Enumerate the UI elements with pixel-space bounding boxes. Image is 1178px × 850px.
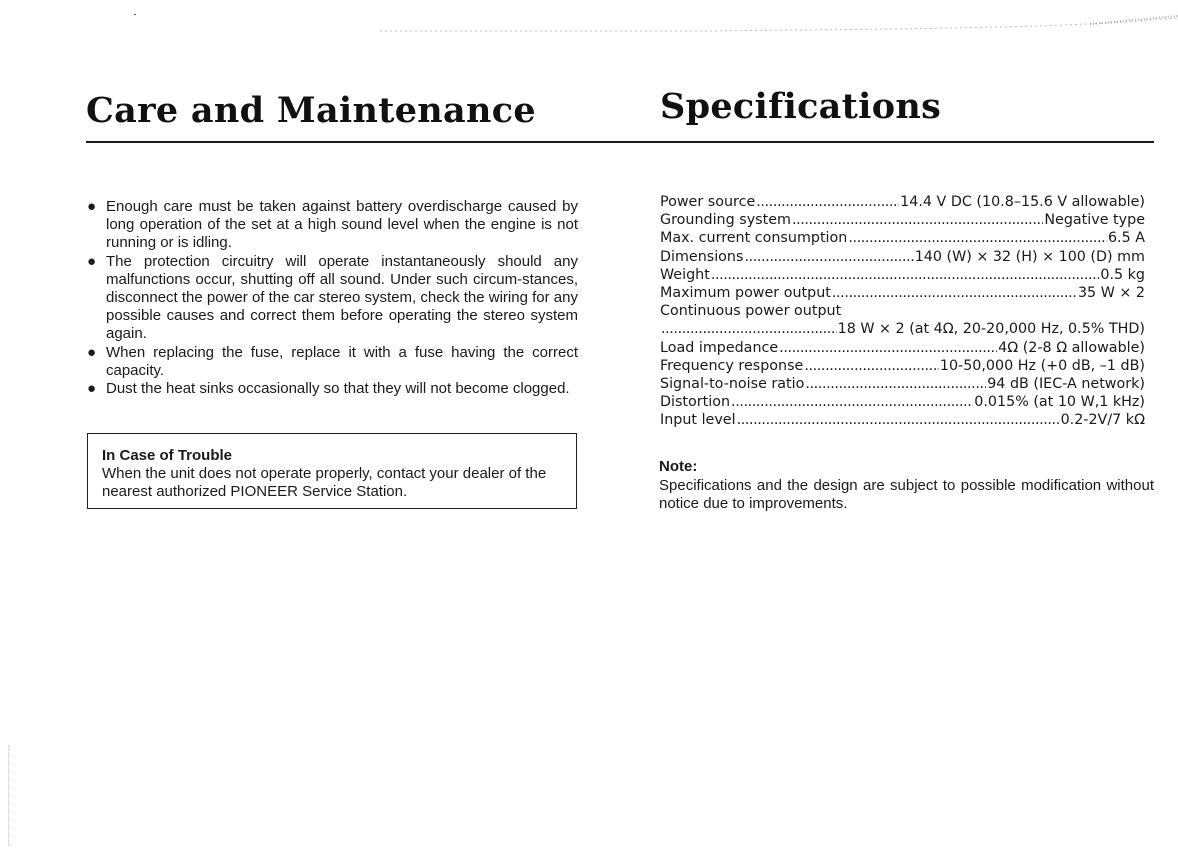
care-item-text: When replacing the fuse, replace it with a fuse having the correct capacity.	[106, 343, 578, 379]
leader-dots	[731, 393, 973, 411]
bullet-icon: ●	[87, 198, 97, 215]
spec-value: 0.015% (at 10 W,1 kHz)	[974, 394, 1145, 411]
trouble-box	[87, 433, 577, 509]
leader-dots	[805, 375, 986, 393]
note-title: Note:	[659, 458, 698, 475]
bullet-icon: ●	[87, 343, 97, 361]
leader-dots	[779, 339, 997, 357]
spec-value: 14.4 V DC (10.8–15.6 V allowable)	[900, 194, 1145, 210]
spec-label: Signal-to-noise ratio	[660, 376, 805, 393]
spec-label: Load impedance	[660, 339, 779, 356]
spec-value: 0.5 kg	[1100, 266, 1145, 283]
care-item-fuse	[86, 344, 578, 380]
header-rule	[86, 141, 1154, 143]
spec-value: 35 W × 2	[1077, 285, 1145, 302]
spec-row-max-power	[660, 284, 1145, 302]
spec-label: Frequency response	[660, 357, 804, 374]
trouble-title: In Case of Trouble	[102, 447, 233, 464]
leader-dots	[848, 229, 1107, 247]
bullet-icon: ●	[87, 252, 97, 270]
spec-row-grounding-system	[660, 211, 1145, 229]
spec-value: 94 dB (IEC-A network)	[987, 376, 1145, 393]
leader-dots	[756, 193, 899, 211]
spec-label: Dimensions	[660, 248, 744, 265]
care-item-protection	[86, 253, 578, 344]
spec-value: 18 W × 2 (at 4Ω, 20-20,000 Hz, 0.5% THD)	[837, 321, 1145, 338]
spec-value: 6.5 A	[1107, 230, 1145, 247]
spec-row-input-level	[660, 411, 1145, 429]
spec-label: Max. current consumption	[660, 230, 848, 247]
spec-value: 140 (W) × 32 (H) × 100 (D) mm	[914, 248, 1145, 265]
leader-dots	[661, 320, 837, 338]
trouble-text: When the unit does not operate properly, contact your dealer of the nearest authorized PIONEER Service Station.	[102, 465, 547, 500]
scan-edge-artifact	[0, 14, 1178, 34]
spec-row-continuous-power-label	[660, 302, 1145, 320]
spec-row-power-source	[660, 193, 1145, 211]
spec-row-continuous-power-value	[660, 320, 1145, 338]
spec-row-max-current	[660, 229, 1145, 247]
note-block	[659, 458, 1154, 514]
care-maintenance-heading: Care and Maintenance	[86, 90, 536, 131]
note-text: Specifications and the design are subject to possible modification without notice due to improvements.	[659, 476, 1154, 512]
spec-label: Input level	[660, 412, 736, 429]
spec-label: Continuous power output	[660, 303, 842, 320]
care-item-text: The protection circuitry will operate instantaneously should any malfunctions occur, shutting off all sound. Under such circum-stances, disconnect the power of the car stereo system, check the wiring for any possible causes and correct them before operating the stereo system again.	[106, 252, 578, 343]
spec-label: Distortion	[660, 394, 731, 411]
spec-list	[660, 193, 1145, 430]
specifications-heading: Specifications	[660, 86, 942, 127]
care-item-text: Dust the heat sinks occasionally so that they will not become clogged.	[106, 380, 570, 398]
spec-value: Negative type	[1044, 212, 1145, 229]
leader-dots	[711, 266, 1100, 284]
scan-fold-line	[8, 745, 10, 845]
leader-dots	[744, 248, 913, 266]
leader-dots	[792, 211, 1043, 229]
spec-value: 10-50,000 Hz (+0 dB, –1 dB)	[939, 357, 1145, 374]
leader-dots	[737, 411, 1060, 429]
spec-row-load-impedance	[660, 339, 1145, 357]
spec-label: Weight	[660, 266, 710, 283]
spec-label: Power source	[660, 194, 756, 210]
spec-label: Grounding system	[660, 212, 791, 229]
spec-row-weight	[660, 266, 1145, 284]
care-item-battery	[86, 198, 578, 253]
bullet-icon: ●	[87, 380, 97, 398]
spec-value: 0.2-2V/7 kΩ	[1060, 412, 1145, 429]
leader-dots	[832, 284, 1077, 302]
leader-dots	[804, 357, 939, 375]
care-item-heat-sinks	[86, 380, 578, 398]
care-list	[86, 198, 578, 398]
spec-value: 4Ω (2-8 Ω allowable)	[998, 339, 1145, 356]
spec-row-signal-to-noise	[660, 375, 1145, 393]
spec-row-distortion	[660, 393, 1145, 411]
spec-row-frequency-response	[660, 357, 1145, 375]
care-item-text: Enough care must be taken against battery overdischarge caused by long operation of the set at a high sound level when the engine is not running or is idling.	[106, 198, 578, 252]
spec-label: Maximum power output	[660, 285, 831, 302]
spec-row-dimensions	[660, 248, 1145, 266]
